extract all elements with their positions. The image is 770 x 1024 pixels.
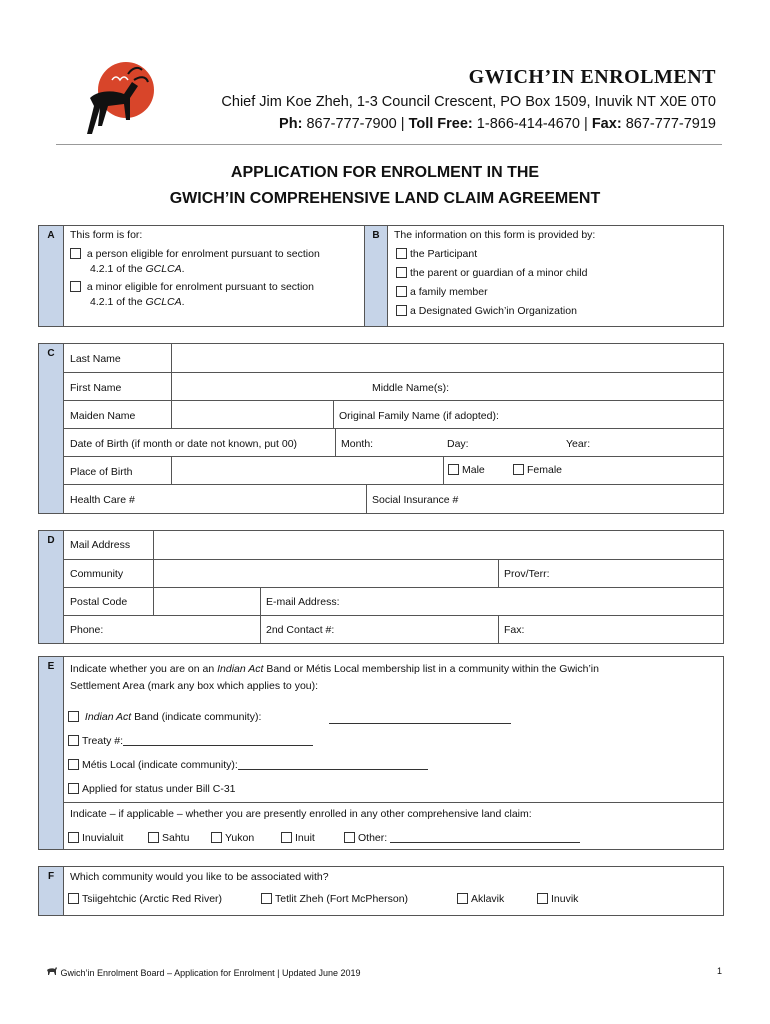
- dob-label: Date of Birth (if month or date not known, put 00): [70, 438, 298, 450]
- checkbox[interactable]: [211, 832, 222, 843]
- middle-names-label: Middle Name(s):: [372, 382, 450, 394]
- footer: [46, 966, 361, 978]
- option-parent-guardian[interactable]: the parent or guardian of a minor child: [396, 267, 587, 279]
- fax-label: Fax:: [504, 624, 525, 636]
- other-claim-label: Indicate – if applicable – whether you are presently enrolled in any other comprehensive land claim:: [70, 808, 532, 820]
- row-dob: [64, 428, 723, 457]
- option-treaty[interactable]: Treaty #:: [68, 735, 313, 747]
- mail-address-field[interactable]: [153, 531, 723, 559]
- checkbox[interactable]: [281, 832, 292, 843]
- email-field[interactable]: [260, 588, 723, 616]
- checkbox[interactable]: [68, 783, 79, 794]
- day-label: Day:: [447, 438, 469, 450]
- second-contact-label: 2nd Contact #:: [266, 624, 335, 636]
- checkbox[interactable]: [396, 248, 407, 259]
- checkbox[interactable]: [344, 832, 355, 843]
- checkbox[interactable]: [68, 893, 79, 904]
- checkbox[interactable]: [68, 735, 79, 746]
- checkbox[interactable]: [68, 711, 79, 722]
- claim-inuit[interactable]: Inuit: [281, 832, 315, 844]
- row-place-of-birth: [64, 456, 723, 485]
- checkbox[interactable]: [448, 464, 459, 475]
- section-c-letter: C: [39, 344, 64, 513]
- org-title: GWICH’IN ENROLMENT: [468, 66, 716, 88]
- claim-inuvialuit[interactable]: Inuvialuit: [68, 832, 123, 844]
- place-of-birth-field[interactable]: [171, 457, 444, 485]
- option-indian-act-band[interactable]: Indian Act Band (indicate community):: [68, 711, 261, 723]
- last-name-field[interactable]: [171, 344, 723, 372]
- female-option[interactable]: Female: [513, 464, 562, 476]
- row-first-name: [64, 372, 723, 401]
- sin-field[interactable]: [366, 485, 723, 513]
- mail-address-label: Mail Address: [70, 539, 131, 551]
- first-name-field[interactable]: [171, 373, 723, 401]
- section-a-b: [38, 225, 724, 327]
- claim-sahtu[interactable]: Sahtu: [148, 832, 189, 844]
- community-field[interactable]: [153, 560, 499, 588]
- community-tsiigehtchic[interactable]: Tsiigehtchic (Arctic Red River): [68, 893, 222, 905]
- row-maiden-name: [64, 400, 723, 429]
- maiden-name-field[interactable]: [171, 401, 334, 429]
- row-mail-address: [64, 531, 723, 559]
- caribou-icon: [46, 968, 61, 978]
- option-family-member[interactable]: a family member: [396, 286, 488, 298]
- health-care-label: Health Care #: [70, 494, 135, 506]
- option-bill-c31[interactable]: Applied for status under Bill C-31: [68, 783, 236, 795]
- community-tetlit-zheh[interactable]: Tetlit Zheh (Fort McPherson): [261, 893, 408, 905]
- org-contact-line: Ph: 867-777-7900 | Toll Free: 1-866-414-4670 | Fax: 867-777-7919: [279, 116, 716, 132]
- metis-line[interactable]: [238, 769, 428, 770]
- section-f-letter: F: [39, 867, 64, 915]
- form-title-line1: APPLICATION FOR ENROLMENT IN THE: [230, 164, 540, 181]
- month-label: Month:: [341, 438, 374, 450]
- checkbox[interactable]: [396, 305, 407, 316]
- checkbox[interactable]: [68, 832, 79, 843]
- section-e-letter: E: [39, 657, 64, 849]
- page-number: 1: [717, 966, 723, 976]
- checkbox[interactable]: [261, 893, 272, 904]
- other-claim-line[interactable]: [390, 842, 580, 843]
- email-label: E-mail Address:: [266, 596, 340, 608]
- prov-terr-field[interactable]: [498, 560, 723, 588]
- option-designated-org[interactable]: a Designated Gwich’in Organization: [396, 305, 577, 317]
- option-eligible-person[interactable]: a person eligible for enrolment pursuant to section: [70, 248, 320, 260]
- section-d: [38, 530, 724, 644]
- postal-code-label: Postal Code: [70, 596, 128, 608]
- row-community: [64, 559, 723, 588]
- checkbox[interactable]: [70, 248, 81, 259]
- section-a-intro: This form is for:: [70, 229, 143, 241]
- checkbox[interactable]: [396, 267, 407, 278]
- footer-text: Gwich’in Enrolment Board – Application for Enrolment | Updated June 2019: [60, 968, 361, 978]
- first-name-label: First Name: [70, 382, 122, 394]
- section-a-letter: A: [39, 226, 64, 326]
- section-e-intro-1: Indicate whether you are on an Indian Act Band or Métis Local membership list in a community within the Gwich’in: [70, 663, 599, 675]
- row-last-name: [64, 344, 723, 372]
- checkbox[interactable]: [70, 281, 81, 292]
- second-contact-field[interactable]: [260, 616, 499, 644]
- sex-field: [443, 457, 723, 485]
- section-f: [38, 866, 724, 916]
- option-metis-local[interactable]: Métis Local (indicate community):: [68, 759, 428, 771]
- form-title-line2: GWICH’IN COMPREHENSIVE LAND CLAIM AGREEMENT: [169, 190, 601, 207]
- checkbox[interactable]: [148, 832, 159, 843]
- male-option[interactable]: Male: [448, 464, 485, 476]
- section-b-letter: B: [364, 226, 388, 326]
- section-c: [38, 343, 724, 514]
- fax-field[interactable]: [498, 616, 723, 644]
- claim-other[interactable]: Other:: [344, 832, 580, 844]
- option-participant[interactable]: the Participant: [396, 248, 477, 260]
- community-label: Community: [70, 568, 124, 580]
- section-d-letter: D: [39, 531, 64, 643]
- option-eligible-person-line2: 4.2.1 of the GCLCA.: [90, 263, 185, 275]
- checkbox[interactable]: [513, 464, 524, 475]
- section-b-intro: The information on this form is provided by:: [394, 229, 596, 241]
- postal-code-field[interactable]: [153, 588, 261, 616]
- claim-yukon[interactable]: Yukon: [211, 832, 254, 844]
- row-health-sin: [64, 484, 723, 513]
- checkbox[interactable]: [457, 893, 468, 904]
- community-aklavik[interactable]: Aklavik: [457, 893, 504, 905]
- checkbox[interactable]: [396, 286, 407, 297]
- row-phone: [64, 615, 723, 644]
- org-address: Chief Jim Koe Zheh, 1-3 Council Crescent, PO Box 1509, Inuvik NT X0E 0T0: [221, 94, 716, 110]
- header-rule: [56, 144, 722, 145]
- gwichin-logo: [68, 60, 158, 142]
- maiden-name-label: Maiden Name: [70, 410, 136, 422]
- option-eligible-minor-line2: 4.2.1 of the GCLCA.: [90, 296, 185, 308]
- sin-label: Social Insurance #: [372, 494, 459, 506]
- place-of-birth-label: Place of Birth: [70, 466, 133, 478]
- community-question: Which community would you like to be associated with?: [70, 871, 329, 883]
- checkbox[interactable]: [68, 759, 79, 770]
- row-postal-email: [64, 587, 723, 616]
- original-family-field[interactable]: [333, 401, 723, 429]
- dob-field[interactable]: [335, 429, 723, 457]
- section-e-intro-2: Settlement Area (mark any box which applies to you):: [70, 680, 319, 692]
- section-e-divider: [64, 802, 723, 803]
- phone-label: Phone:: [70, 624, 104, 636]
- last-name-label: Last Name: [70, 353, 121, 365]
- original-family-label: Original Family Name (if adopted):: [339, 410, 499, 422]
- prov-terr-label: Prov/Terr:: [504, 568, 550, 580]
- option-eligible-minor[interactable]: a minor eligible for enrolment pursuant to section: [70, 281, 314, 293]
- treaty-line[interactable]: [123, 745, 313, 746]
- community-inuvik[interactable]: Inuvik: [537, 893, 578, 905]
- section-e: [38, 656, 724, 850]
- band-community-line[interactable]: [329, 723, 511, 724]
- checkbox[interactable]: [537, 893, 548, 904]
- year-label: Year:: [566, 438, 591, 450]
